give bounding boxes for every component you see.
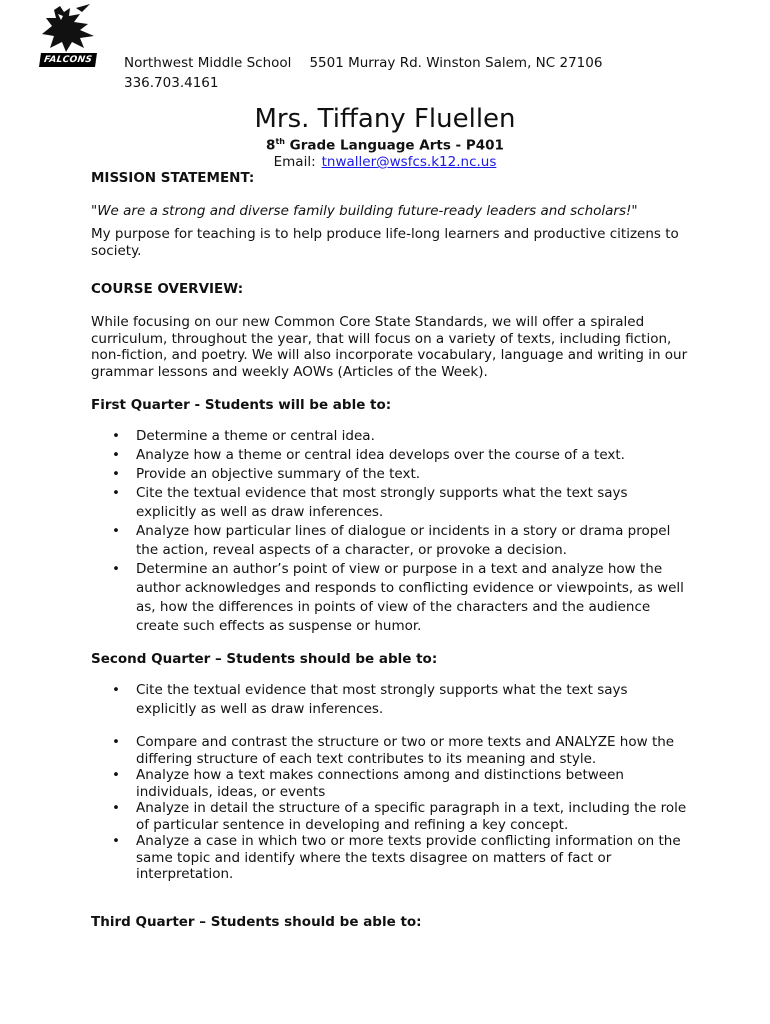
third-quarter-heading: Third Quarter – Students should be able to:	[91, 914, 422, 930]
list-item: • Analyze how particular lines of dialogue or incidents in a story or drama propel the action, reveal aspects of a character, or provoke a decision.	[91, 522, 691, 560]
list-item: • Cite the textual evidence that most strongly supports what the text says explicitly as well as draw inferences.	[91, 681, 691, 719]
teacher-name: Mrs. Tiffany Fluellen	[254, 104, 516, 134]
first-quarter-list	[91, 427, 691, 636]
list-item: • Cite the textual evidence that most strongly supports what the text says explicitly as well as draw inferences.	[91, 484, 691, 522]
overview-heading: COURSE OVERVIEW:	[91, 281, 244, 297]
overview-body: While focusing on our new Common Core State Standards, we will offer a spiraled curriculum, throughout the year, that will focus on a variety of texts, including fiction, non-fiction, and poetry. We will also incorporate vocabulary, language and writing in our grammar lessons and weekly AOWs (Articles of the Week).	[91, 314, 688, 380]
school-phone: 336.703.4161	[124, 75, 219, 91]
list-item: • Analyze in detail the structure of a specific paragraph in a text, including the role of particular sentence in developing and refining a key concept.	[91, 800, 691, 833]
second-quarter-list-b	[91, 734, 691, 883]
email-link[interactable]: tnwaller@wsfcs.k12.nc.us	[321, 154, 497, 170]
list-item: • Provide an objective summary of the text.	[91, 465, 691, 484]
mission-heading: MISSION STATEMENT:	[91, 170, 255, 186]
school-address: 5501 Murray Rd. Winston Salem, NC 27106	[309, 55, 603, 71]
email-line	[0, 154, 770, 170]
list-item: • Determine an author’s point of view or purpose in a text and analyze how the author acknowledges and responds to conflicting evidence or viewpoints, as well as, how the differences in points of view of the characters and the audience create such effects as suspense or humor.	[91, 560, 691, 636]
course-name: Grade Language Arts - P401	[289, 137, 504, 154]
second-quarter-list-a	[91, 681, 691, 719]
course-grade-suffix: th	[275, 137, 285, 146]
course-title	[0, 137, 770, 154]
first-quarter-heading: First Quarter - Students will be able to:	[91, 397, 392, 413]
mission-quote: "We are a strong and diverse family building future-ready leaders and scholars!"	[91, 203, 638, 219]
second-quarter-heading: Second Quarter – Students should be able to:	[91, 651, 438, 667]
logo-text: FALCONS	[39, 53, 97, 67]
course-grade: 8	[266, 137, 276, 154]
list-item: • Compare and contrast the structure or two or more texts and ANALYZE how the differing structure of each text contributes to its meaning and style.	[91, 734, 691, 767]
email-label: Email:	[273, 154, 316, 170]
list-item: • Analyze how a text makes connections among and distinctions between individuals, ideas, or events	[91, 767, 691, 800]
list-item: • Analyze how a theme or central idea develops over the course of a text.	[91, 446, 691, 465]
school-name: Northwest Middle School	[124, 55, 292, 71]
list-item: • Analyze a case in which two or more texts provide conflicting information on the same topic and identify where the texts disagree on matters of fact or interpretation.	[91, 833, 691, 883]
school-info	[124, 55, 602, 71]
mission-purpose: My purpose for teaching is to help produce life-long learners and productive citizens to society.	[91, 226, 679, 259]
list-item: • Determine a theme or central idea.	[91, 427, 691, 446]
